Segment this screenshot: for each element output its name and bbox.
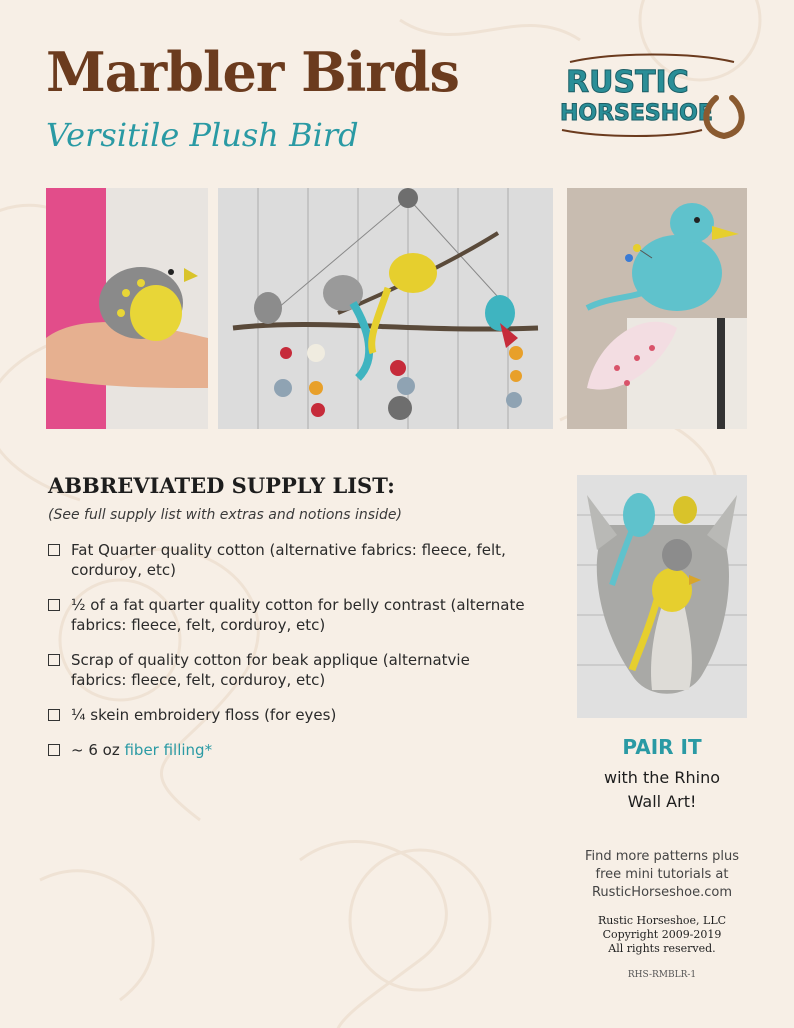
checkbox[interactable] (48, 709, 60, 721)
product-code: RHS-RMBLR-1 (627, 970, 697, 980)
checkbox[interactable] (48, 744, 60, 756)
supply-item (48, 740, 528, 760)
checkbox[interactable] (48, 544, 60, 556)
logo-word-rustic: RUSTIC (566, 65, 689, 100)
photo-bird-in-hands (46, 188, 208, 429)
supply-item-text: ~ 6 oz (71, 741, 125, 759)
more-patterns-text (556, 848, 768, 902)
photo-bird-mobile (218, 188, 553, 429)
photo-rhino-wall-art (577, 475, 747, 718)
photo-bird-pincushion (567, 188, 747, 429)
logo-word-horseshoe: HORSESHOE (560, 101, 713, 126)
website-link[interactable]: RusticHorseshoe.com (591, 885, 733, 900)
pair-it-line: with the Rhino (603, 768, 720, 787)
page-title: Marbler Birds (46, 40, 459, 104)
rustic-horseshoe-logo (552, 50, 748, 140)
checkbox[interactable] (48, 654, 60, 666)
supply-item-text: ¼ skein embroidery floss (for eyes) (71, 706, 337, 724)
pair-it-line: Wall Art! (627, 792, 697, 811)
supply-item-text: ½ of a fat quarter quality cotton for belly contrast (alternate fabrics: fleece, felt, corduroy, etc) (71, 596, 525, 634)
checkbox[interactable] (48, 599, 60, 611)
supply-item-text: Scrap of quality cotton for beak applique (alternatvie fabrics: fleece, felt, corduroy, etc) (71, 651, 470, 689)
more-line: free mini tutorials at (595, 867, 729, 882)
supply-item (48, 705, 528, 725)
page-subtitle: Versitile Plush Bird (46, 116, 359, 154)
supply-item (48, 540, 528, 580)
copyright-block (576, 914, 748, 956)
rights-reserved: All rights reserved. (608, 942, 716, 955)
more-line: Find more patterns plus (584, 849, 740, 864)
fiber-filling-link[interactable]: fiber filling* (124, 741, 213, 759)
company-name: Rustic Horseshoe, LLC (597, 914, 727, 927)
pair-it-text (576, 766, 748, 814)
supply-item (48, 650, 528, 690)
copyright-years: Copyright 2009-2019 (602, 928, 722, 941)
supply-list (48, 540, 528, 775)
supply-item (48, 595, 528, 635)
supply-item-text: Fat Quarter quality cotton (alternative fabrics: fleece, felt, corduroy, etc) (71, 541, 506, 579)
supply-list-note: (See full supply list with extras and notions inside) (48, 507, 402, 523)
supply-list-heading: ABBREVIATED SUPPLY LIST: (48, 473, 395, 498)
pair-it-heading: PAIR IT (622, 735, 702, 759)
